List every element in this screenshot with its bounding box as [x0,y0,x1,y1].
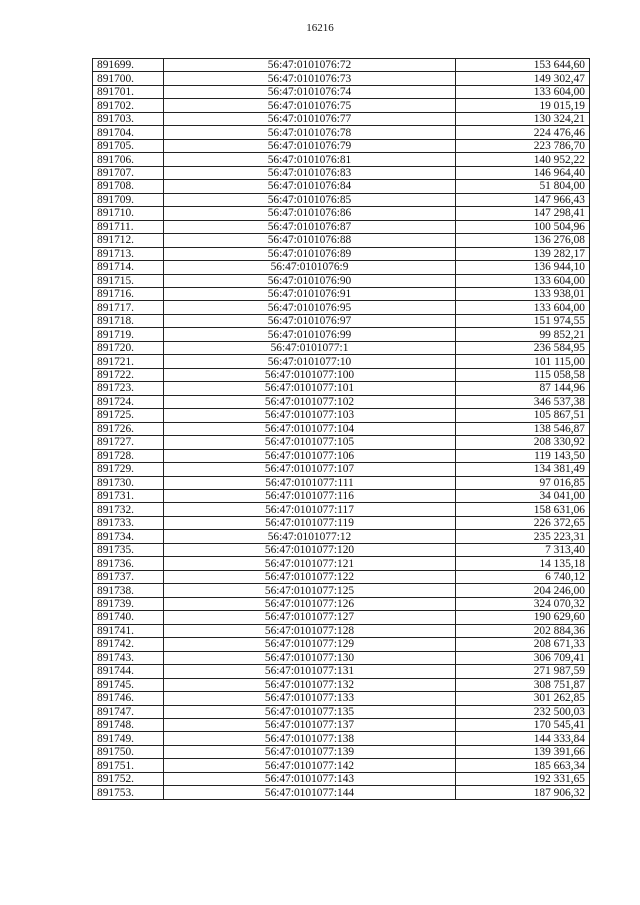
row-number-cell: 891714. [93,261,164,274]
value-cell: 144 333,84 [456,732,590,745]
value-cell: 139 391,66 [456,745,590,758]
value-cell: 6 740,12 [456,570,590,583]
row-number-cell: 891710. [93,207,164,220]
cadastral-number-cell: 56:47:0101076:99 [164,328,456,341]
row-number-cell: 891715. [93,274,164,287]
value-cell: 226 372,65 [456,516,590,529]
row-number-cell: 891752. [93,772,164,785]
value-cell: 223 786,70 [456,139,590,152]
row-number-cell: 891707. [93,166,164,179]
cadastral-number-cell: 56:47:0101077:131 [164,665,456,678]
table-row [93,476,590,489]
table-row [93,705,590,718]
row-number-cell: 891723. [93,382,164,395]
table-row [93,490,590,503]
cadastral-number-cell: 56:47:0101076:78 [164,126,456,139]
row-number-cell: 891705. [93,139,164,152]
value-cell: 138 546,87 [456,422,590,435]
value-cell: 190 629,60 [456,611,590,624]
row-number-cell: 891721. [93,355,164,368]
row-number-cell: 891716. [93,287,164,300]
row-number-cell: 891732. [93,503,164,516]
value-cell: 134 381,49 [456,463,590,476]
table-row [93,732,590,745]
cadastral-number-cell: 56:47:0101077:129 [164,638,456,651]
row-number-cell: 891701. [93,85,164,98]
row-number-cell: 891719. [93,328,164,341]
table-row [93,341,590,354]
value-cell: 97 016,85 [456,476,590,489]
value-cell: 187 906,32 [456,786,590,799]
cadastral-number-cell: 56:47:0101077:132 [164,678,456,691]
row-number-cell: 891709. [93,193,164,206]
value-cell: 139 282,17 [456,247,590,260]
row-number-cell: 891702. [93,99,164,112]
row-number-cell: 891745. [93,678,164,691]
table-row [93,718,590,731]
value-cell: 7 313,40 [456,543,590,556]
cadastral-number-cell: 56:47:0101076:84 [164,180,456,193]
table-row [93,207,590,220]
value-cell: 232 500,03 [456,705,590,718]
value-cell: 149 302,47 [456,72,590,85]
row-number-cell: 891720. [93,341,164,354]
value-cell: 224 476,46 [456,126,590,139]
cadastral-number-cell: 56:47:0101076:95 [164,301,456,314]
table-row [93,180,590,193]
value-cell: 115 058,58 [456,368,590,381]
row-number-cell: 891725. [93,409,164,422]
table-row [93,112,590,125]
table-row [93,72,590,85]
cadastral-number-cell: 56:47:0101077:102 [164,395,456,408]
row-number-cell: 891744. [93,665,164,678]
table-row [93,692,590,705]
value-cell: 146 964,40 [456,166,590,179]
table-row [93,382,590,395]
table-row [93,786,590,799]
row-number-cell: 891722. [93,368,164,381]
cadastral-number-cell: 56:47:0101076:86 [164,207,456,220]
table-row [93,651,590,664]
cadastral-number-cell: 56:47:0101076:72 [164,59,456,72]
table-row [93,624,590,637]
row-number-cell: 891699. [93,59,164,72]
cadastral-number-cell: 56:47:0101077:103 [164,409,456,422]
cadastral-number-cell: 56:47:0101077:119 [164,516,456,529]
table-row [93,99,590,112]
row-number-cell: 891743. [93,651,164,664]
cadastral-number-cell: 56:47:0101077:12 [164,530,456,543]
value-cell: 271 987,59 [456,665,590,678]
row-number-cell: 891746. [93,692,164,705]
cadastral-number-cell: 56:47:0101077:121 [164,557,456,570]
cadastral-number-cell: 56:47:0101077:135 [164,705,456,718]
row-number-cell: 891749. [93,732,164,745]
table-row [93,436,590,449]
value-cell: 51 804,00 [456,180,590,193]
table-row [93,597,590,610]
row-number-cell: 891706. [93,153,164,166]
cadastral-number-cell: 56:47:0101077:101 [164,382,456,395]
value-cell: 133 604,00 [456,301,590,314]
table-row [93,543,590,556]
cadastral-number-cell: 56:47:0101077:139 [164,745,456,758]
value-cell: 99 852,21 [456,328,590,341]
table-row [93,85,590,98]
table-row [93,261,590,274]
table-row [93,126,590,139]
cadastral-number-cell: 56:47:0101077:127 [164,611,456,624]
table-row [93,463,590,476]
cadastral-number-cell: 56:47:0101077:122 [164,570,456,583]
cadastral-number-cell: 56:47:0101076:89 [164,247,456,260]
cadastral-number-cell: 56:47:0101076:73 [164,72,456,85]
row-number-cell: 891738. [93,584,164,597]
cadastral-value-table [92,58,590,800]
value-cell: 204 246,00 [456,584,590,597]
table-row [93,584,590,597]
cadastral-number-cell: 56:47:0101076:97 [164,314,456,327]
table-row [93,516,590,529]
row-number-cell: 891740. [93,611,164,624]
row-number-cell: 891753. [93,786,164,799]
row-number-cell: 891728. [93,449,164,462]
row-number-cell: 891704. [93,126,164,139]
row-number-cell: 891734. [93,530,164,543]
table-row [93,557,590,570]
cadastral-number-cell: 56:47:0101077:104 [164,422,456,435]
cadastral-number-cell: 56:47:0101077:138 [164,732,456,745]
row-number-cell: 891708. [93,180,164,193]
row-number-cell: 891748. [93,718,164,731]
cadastral-number-cell: 56:47:0101077:111 [164,476,456,489]
value-cell: 306 709,41 [456,651,590,664]
cadastral-number-cell: 56:47:0101076:79 [164,139,456,152]
table-row [93,395,590,408]
value-cell: 19 015,19 [456,99,590,112]
cadastral-number-cell: 56:47:0101077:144 [164,786,456,799]
value-cell: 133 938,01 [456,287,590,300]
cadastral-number-cell: 56:47:0101077:137 [164,718,456,731]
row-number-cell: 891742. [93,638,164,651]
cadastral-number-cell: 56:47:0101077:143 [164,772,456,785]
value-cell: 133 604,00 [456,274,590,287]
table-row [93,287,590,300]
row-number-cell: 891735. [93,543,164,556]
cadastral-number-cell: 56:47:0101077:128 [164,624,456,637]
row-number-cell: 891729. [93,463,164,476]
row-number-cell: 891751. [93,759,164,772]
cadastral-number-cell: 56:47:0101077:117 [164,503,456,516]
value-cell: 105 867,51 [456,409,590,422]
table-row [93,153,590,166]
cadastral-number-cell: 56:47:0101077:120 [164,543,456,556]
value-cell: 14 135,18 [456,557,590,570]
table-row [93,611,590,624]
value-cell: 208 671,33 [456,638,590,651]
row-number-cell: 891750. [93,745,164,758]
value-cell: 324 070,32 [456,597,590,610]
table-row [93,193,590,206]
cadastral-number-cell: 56:47:0101077:133 [164,692,456,705]
value-cell: 34 041,00 [456,490,590,503]
row-number-cell: 891713. [93,247,164,260]
value-cell: 235 223,31 [456,530,590,543]
cadastral-number-cell: 56:47:0101077:126 [164,597,456,610]
table-row [93,678,590,691]
table-row [93,503,590,516]
table-row [93,409,590,422]
cadastral-number-cell: 56:47:0101077:10 [164,355,456,368]
table-row [93,745,590,758]
cadastral-number-cell: 56:47:0101076:81 [164,153,456,166]
value-cell: 119 143,50 [456,449,590,462]
table-row [93,665,590,678]
row-number-cell: 891741. [93,624,164,637]
value-cell: 140 952,22 [456,153,590,166]
table-row [93,772,590,785]
value-cell: 202 884,36 [456,624,590,637]
value-cell: 136 276,08 [456,234,590,247]
row-number-cell: 891703. [93,112,164,125]
cadastral-number-cell: 56:47:0101076:85 [164,193,456,206]
value-cell: 151 974,55 [456,314,590,327]
row-number-cell: 891739. [93,597,164,610]
value-cell: 153 644,60 [456,59,590,72]
table-row [93,759,590,772]
cadastral-number-cell: 56:47:0101077:107 [164,463,456,476]
cadastral-number-cell: 56:47:0101077:142 [164,759,456,772]
value-cell: 170 545,41 [456,718,590,731]
row-number-cell: 891736. [93,557,164,570]
value-cell: 346 537,38 [456,395,590,408]
cadastral-number-cell: 56:47:0101077:1 [164,341,456,354]
cadastral-number-cell: 56:47:0101076:88 [164,234,456,247]
value-cell: 100 504,96 [456,220,590,233]
table-row [93,449,590,462]
value-cell: 87 144,96 [456,382,590,395]
value-cell: 308 751,87 [456,678,590,691]
row-number-cell: 891726. [93,422,164,435]
table-row [93,234,590,247]
table-row [93,570,590,583]
row-number-cell: 891717. [93,301,164,314]
page-number: 16216 [306,22,334,34]
table-row [93,59,590,72]
table-row [93,247,590,260]
row-number-cell: 891747. [93,705,164,718]
table-row [93,530,590,543]
table-row [93,220,590,233]
cadastral-number-cell: 56:47:0101076:74 [164,85,456,98]
cadastral-number-cell: 56:47:0101077:105 [164,436,456,449]
row-number-cell: 891737. [93,570,164,583]
table-row [93,328,590,341]
value-cell: 158 631,06 [456,503,590,516]
value-cell: 147 298,41 [456,207,590,220]
table-row [93,301,590,314]
cadastral-number-cell: 56:47:0101076:83 [164,166,456,179]
value-cell: 208 330,92 [456,436,590,449]
cadastral-number-cell: 56:47:0101076:91 [164,287,456,300]
table-row [93,355,590,368]
value-cell: 133 604,00 [456,85,590,98]
value-cell: 236 584,95 [456,341,590,354]
value-cell: 130 324,21 [456,112,590,125]
row-number-cell: 891733. [93,516,164,529]
cadastral-number-cell: 56:47:0101077:100 [164,368,456,381]
table-row [93,274,590,287]
table-row [93,314,590,327]
cadastral-number-cell: 56:47:0101077:106 [164,449,456,462]
value-cell: 136 944,10 [456,261,590,274]
table-body [93,59,590,800]
table-row [93,166,590,179]
row-number-cell: 891731. [93,490,164,503]
value-cell: 185 663,34 [456,759,590,772]
cadastral-number-cell: 56:47:0101076:77 [164,112,456,125]
row-number-cell: 891718. [93,314,164,327]
value-cell: 301 262,85 [456,692,590,705]
value-cell: 101 115,00 [456,355,590,368]
cadastral-number-cell: 56:47:0101076:87 [164,220,456,233]
row-number-cell: 891711. [93,220,164,233]
cadastral-number-cell: 56:47:0101076:90 [164,274,456,287]
row-number-cell: 891700. [93,72,164,85]
table-row [93,139,590,152]
value-cell: 192 331,65 [456,772,590,785]
cadastral-number-cell: 56:47:0101077:116 [164,490,456,503]
row-number-cell: 891724. [93,395,164,408]
cadastral-number-cell: 56:47:0101077:125 [164,584,456,597]
row-number-cell: 891712. [93,234,164,247]
row-number-cell: 891730. [93,476,164,489]
table-row [93,638,590,651]
cadastral-number-cell: 56:47:0101077:130 [164,651,456,664]
row-number-cell: 891727. [93,436,164,449]
table-row [93,368,590,381]
cadastral-number-cell: 56:47:0101076:75 [164,99,456,112]
cadastral-number-cell: 56:47:0101076:9 [164,261,456,274]
value-cell: 147 966,43 [456,193,590,206]
table-row [93,422,590,435]
